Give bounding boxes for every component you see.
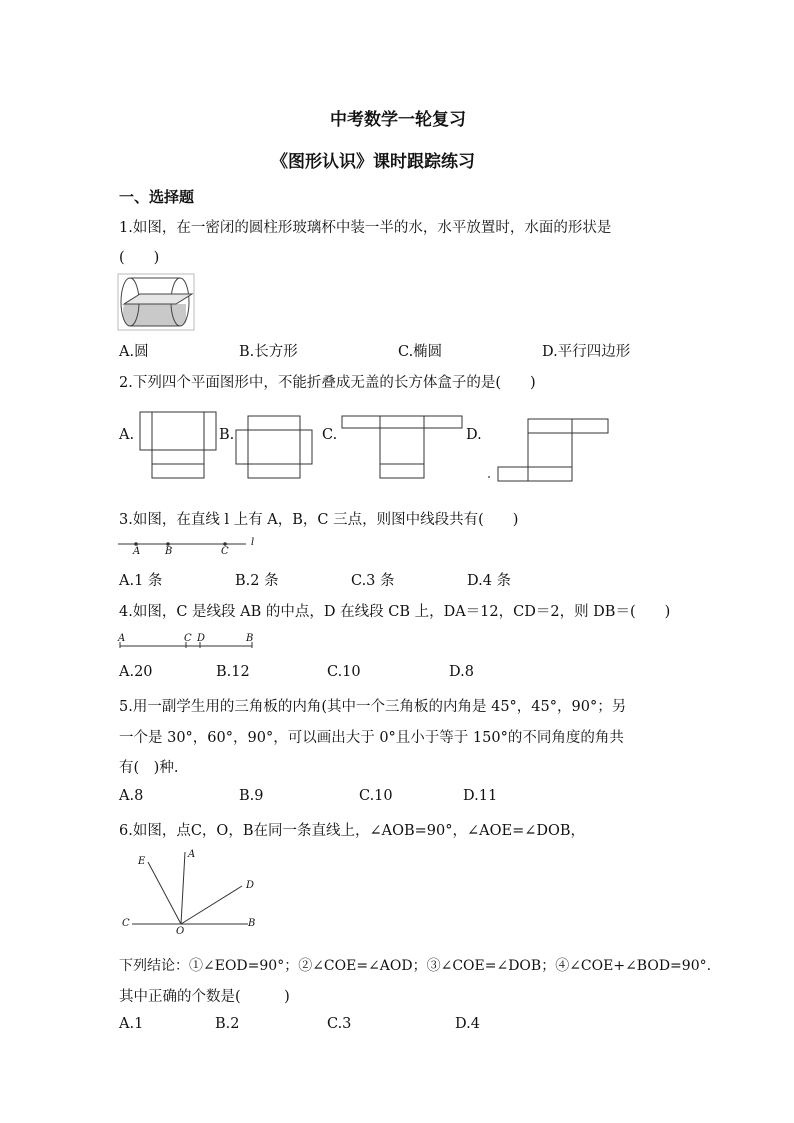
question-6-label-e: E <box>138 856 146 867</box>
question-2-stem: 2.下列四个平面图形中，不能折叠成无盖的长方体盒子的是( ) <box>119 375 536 391</box>
question-3-label-a: A <box>133 546 141 557</box>
question-5-stem-line-1: 5.用一副学生用的三角板的内角(其中一个三角板的内角是 45°，45°，90°；另 <box>119 699 627 715</box>
question-6-label-d: D <box>246 880 255 891</box>
question-4-stem: 4.如图，C 是线段 AB 的中点，D 在线段 CB 上，DA＝12，CD＝2，则 DB＝( ) <box>119 604 671 620</box>
question-4-label-c: C <box>184 633 192 644</box>
question-3-option-b[interactable]: B.2 条 <box>235 573 279 589</box>
question-6-label-c: C <box>122 918 130 929</box>
question-3-option-d[interactable]: D.4 条 <box>467 573 512 589</box>
section-heading: 一、选择题 <box>119 188 195 206</box>
question-2-option-a[interactable]: A. <box>119 427 135 443</box>
question-6-label-a: A <box>188 849 196 860</box>
question-2-net-c <box>342 416 462 478</box>
question-2-net-d <box>486 419 610 481</box>
question-2-net-a <box>140 412 216 478</box>
question-1-option-b[interactable]: B.长方形 <box>239 344 298 360</box>
question-4-option-c[interactable]: C.10 <box>327 664 361 680</box>
question-1-stem-line-2: ( ) <box>119 250 160 266</box>
page-title: 中考数学一轮复习 <box>330 110 466 130</box>
question-3-option-c[interactable]: C.3 条 <box>351 573 395 589</box>
question-4-label-d: D <box>197 633 206 644</box>
question-1-option-a[interactable]: A.圆 <box>119 344 149 360</box>
question-3-label-b: B <box>165 546 173 557</box>
question-5-stem-line-2: 一个是 30°，60°，90°，可以画出大于 0°且小于等于 150°的不同角度的角共 <box>119 730 624 746</box>
question-6-conclusions: 下列结论：①∠EOD=90°；②∠COE=∠AOD；③∠COE=∠DOB；④∠COE+∠BOD=90°. <box>119 958 712 974</box>
question-2-option-d[interactable]: D. <box>466 427 482 443</box>
question-5-option-d[interactable]: D.11 <box>463 788 498 804</box>
question-6-stem: 6.如图，点C，O，B在同一条直线上，∠AOB=90°，∠AOE=∠DOB， <box>119 823 586 839</box>
question-4-option-b[interactable]: B.12 <box>216 664 250 680</box>
question-2-option-c[interactable]: C. <box>322 427 338 443</box>
question-4-label-b: B <box>246 633 254 644</box>
question-6-label-b: B <box>248 918 256 929</box>
question-1-option-c[interactable]: C.椭圆 <box>398 344 443 360</box>
question-5-option-b[interactable]: B.9 <box>239 788 264 804</box>
question-2-option-b[interactable]: B. <box>219 427 235 443</box>
question-6-option-a[interactable]: A.1 <box>119 1016 144 1032</box>
question-1-stem-line-1: 1.如图，在一密闭的圆柱形玻璃杯中装一半的水，水平放置时，水面的形状是 <box>119 220 612 236</box>
question-4-label-a: A <box>118 633 126 644</box>
question-6-option-d[interactable]: D.4 <box>455 1016 480 1032</box>
question-2-net-b <box>236 416 312 478</box>
question-6-option-c[interactable]: C.3 <box>327 1016 352 1032</box>
question-3-stem: 3.如图，在直线 l 上有 A，B，C 三点，则图中线段共有( ) <box>119 512 519 528</box>
question-5-option-a[interactable]: A.8 <box>119 788 144 804</box>
question-4-option-d[interactable]: D.8 <box>449 664 474 680</box>
question-4-option-a[interactable]: A.20 <box>119 664 153 680</box>
question-5-stem-line-3: 有( )种. <box>119 760 179 776</box>
question-6-conclusion-prompt: 其中正确的个数是( ) <box>119 989 290 1005</box>
question-1-cylinder-figure <box>118 274 194 330</box>
question-6-label-o: O <box>176 926 185 937</box>
page-subtitle: 《图形认识》课时跟踪练习 <box>271 152 475 172</box>
question-3-option-a[interactable]: A.1 条 <box>119 573 163 589</box>
question-5-option-c[interactable]: C.10 <box>359 788 393 804</box>
question-6-option-b[interactable]: B.2 <box>215 1016 240 1032</box>
question-3-label-c: C <box>221 546 229 557</box>
question-3-label-l: l <box>251 537 255 548</box>
question-1-option-d[interactable]: D.平行四边形 <box>542 344 631 360</box>
